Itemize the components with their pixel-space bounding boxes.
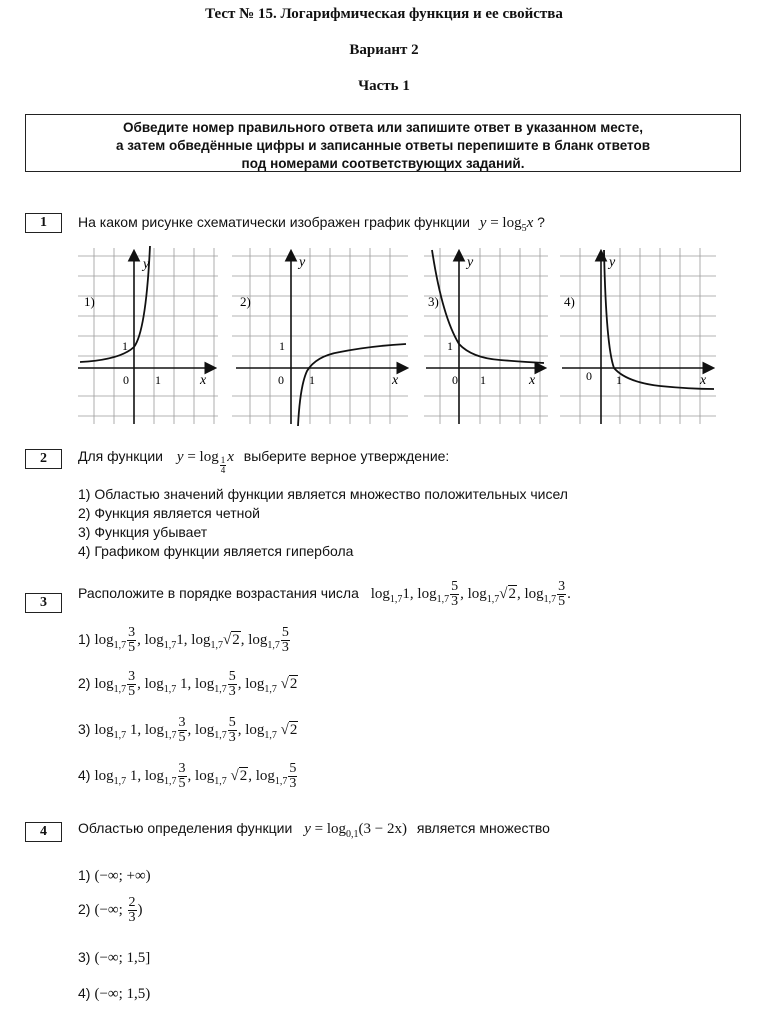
part-label: Часть 1 <box>358 78 410 94</box>
q1-graphs <box>0 246 768 430</box>
question-4-text <box>78 820 550 838</box>
question-1-function: $y = \log_5x$ <box>479 215 534 234</box>
graph-2-y-label: y <box>299 255 306 270</box>
graph-4-x-label: x <box>700 373 707 388</box>
graph-4-one: 1 <box>616 373 622 387</box>
q3-option-1[interactable]: 1) $\log_{1,7}$ $\frac{3}{5}$ , $\log_{1,7}1$, $\log_{1,7}√2$, $\log_{1,7}$ $\frac{5}{3}$ <box>78 625 289 655</box>
question-2-number: 2 <box>25 449 62 469</box>
graph-1 <box>78 246 218 424</box>
question-3-text <box>78 580 571 609</box>
graph-2-one-y: 1 <box>279 339 285 353</box>
graph-2 <box>232 248 408 426</box>
instructions-line-2: а затем обведённые цифры и записанные ответы перепишите в бланк ответов <box>115 138 651 153</box>
graph-3 <box>424 248 548 424</box>
question-1-tail: ? <box>533 214 545 230</box>
instructions-line-3: под номерами соответствующих заданий. <box>241 156 525 171</box>
graph-3-y-label: y <box>467 255 474 270</box>
graph-2-x-label: x <box>392 373 399 388</box>
graph-4 <box>560 248 716 424</box>
graph-2-label: 2) <box>240 294 251 309</box>
q4-option-2[interactable]: 2) (−∞; $\frac{2}{3}$ ) <box>78 895 143 925</box>
graph-3-one: 1 <box>480 373 486 387</box>
question-3-prompt: Расположите в порядке возрастания числа <box>78 584 359 601</box>
q4-option-3[interactable]: 3) (−∞; 1,5] <box>78 949 151 966</box>
graph-2-one: 1 <box>309 373 315 387</box>
question-2-text <box>78 448 450 476</box>
question-4-prompt-end: является множество <box>416 820 550 836</box>
question-2-prompt-start: Для функции <box>78 448 163 464</box>
question-3-number: 3 <box>25 593 62 613</box>
graph-4-zero: 0 <box>586 369 592 383</box>
graph-4-y-label: y <box>609 255 616 270</box>
instructions-line-1: Обведите номер правильного ответа или запишите ответ в указанном месте, <box>122 120 643 135</box>
q2-option-2[interactable]: 2) Функция является четной <box>78 505 261 521</box>
q3-option-2[interactable]: 2) $\log_{1,7}$ $\frac{3}{5}$ , $\log_{1,7} 1$, $\log_{1,7}$ $\frac{5}{3}$ , $\log_{1,7} √2$ <box>78 669 298 699</box>
q2-option-4[interactable]: 4) Графиком функции является гипербола <box>78 543 354 559</box>
question-2-prompt-end: выберите верное утверждение: <box>243 448 450 464</box>
graph-1-one-y: 1 <box>122 339 128 353</box>
graph-1-zero: 0 <box>123 373 129 387</box>
question-1-text <box>78 214 545 232</box>
test-title: Тест № 15. Логарифмическая функция и ее свойства <box>205 6 563 22</box>
instructions-box <box>25 114 741 172</box>
question-4-number: 4 <box>25 822 62 842</box>
graph-4-grid <box>560 248 716 424</box>
graph-2-zero: 0 <box>278 373 284 387</box>
graph-1-label: 1) <box>84 294 95 309</box>
q2-option-3[interactable]: 3) Функция убывает <box>78 524 208 540</box>
variant-label: Вариант 2 <box>349 42 419 58</box>
question-1-prompt: На каком рисунке схематически изображен график функции <box>78 214 470 230</box>
question-4-function: $y = \log_{0,1}(3 - 2x)$ <box>304 821 407 840</box>
graph-1-one: 1 <box>155 373 161 387</box>
q4-option-1[interactable]: 1) (−∞; +∞) <box>78 867 151 884</box>
q3-option-3[interactable]: 3) $\log_{1,7} 1$, $\log_{1,7}$ $\frac{3}{5}$ , $\log_{1,7}$ $\frac{5}{3}$ , $\log_{1,7} √2$ <box>78 715 298 745</box>
q4-option-4[interactable]: 4) (−∞; 1,5) <box>78 985 151 1002</box>
graph-2-grid <box>232 248 408 424</box>
q3-option-4[interactable]: 4) $\log_{1,7} 1$, $\log_{1,7}$ $\frac{3}{5}$ , $\log_{1,7} √2$, $\log_{1,7}$ $\frac{5}{3}$ <box>78 761 297 791</box>
graph-4-label: 4) <box>564 294 575 309</box>
graph-1-x-label: x <box>200 373 207 388</box>
graph-3-x-label: x <box>529 373 536 388</box>
graph-3-zero: 0 <box>452 373 458 387</box>
graph-3-grid <box>424 248 548 424</box>
question-2-function: y = log $\frac{1}{4}$ x <box>176 449 234 476</box>
graph-3-label: 3) <box>428 294 439 309</box>
graph-3-one-y: 1 <box>447 339 453 353</box>
question-3-numbers: $\log_{1,7}1$, $\log_{1,7}$ $\frac{5}{3}$ , $\log_{1,7}√2$, $\log_{1,7}$ $\frac{3}{5}$ . <box>370 579 571 609</box>
graph-1-y-label: y <box>143 257 150 272</box>
q2-option-1[interactable]: 1) Областью значений функции является множество положительных чисел <box>78 486 568 502</box>
question-4-prompt-start: Областью определения функции <box>78 820 293 836</box>
question-1-number: 1 <box>25 213 62 233</box>
